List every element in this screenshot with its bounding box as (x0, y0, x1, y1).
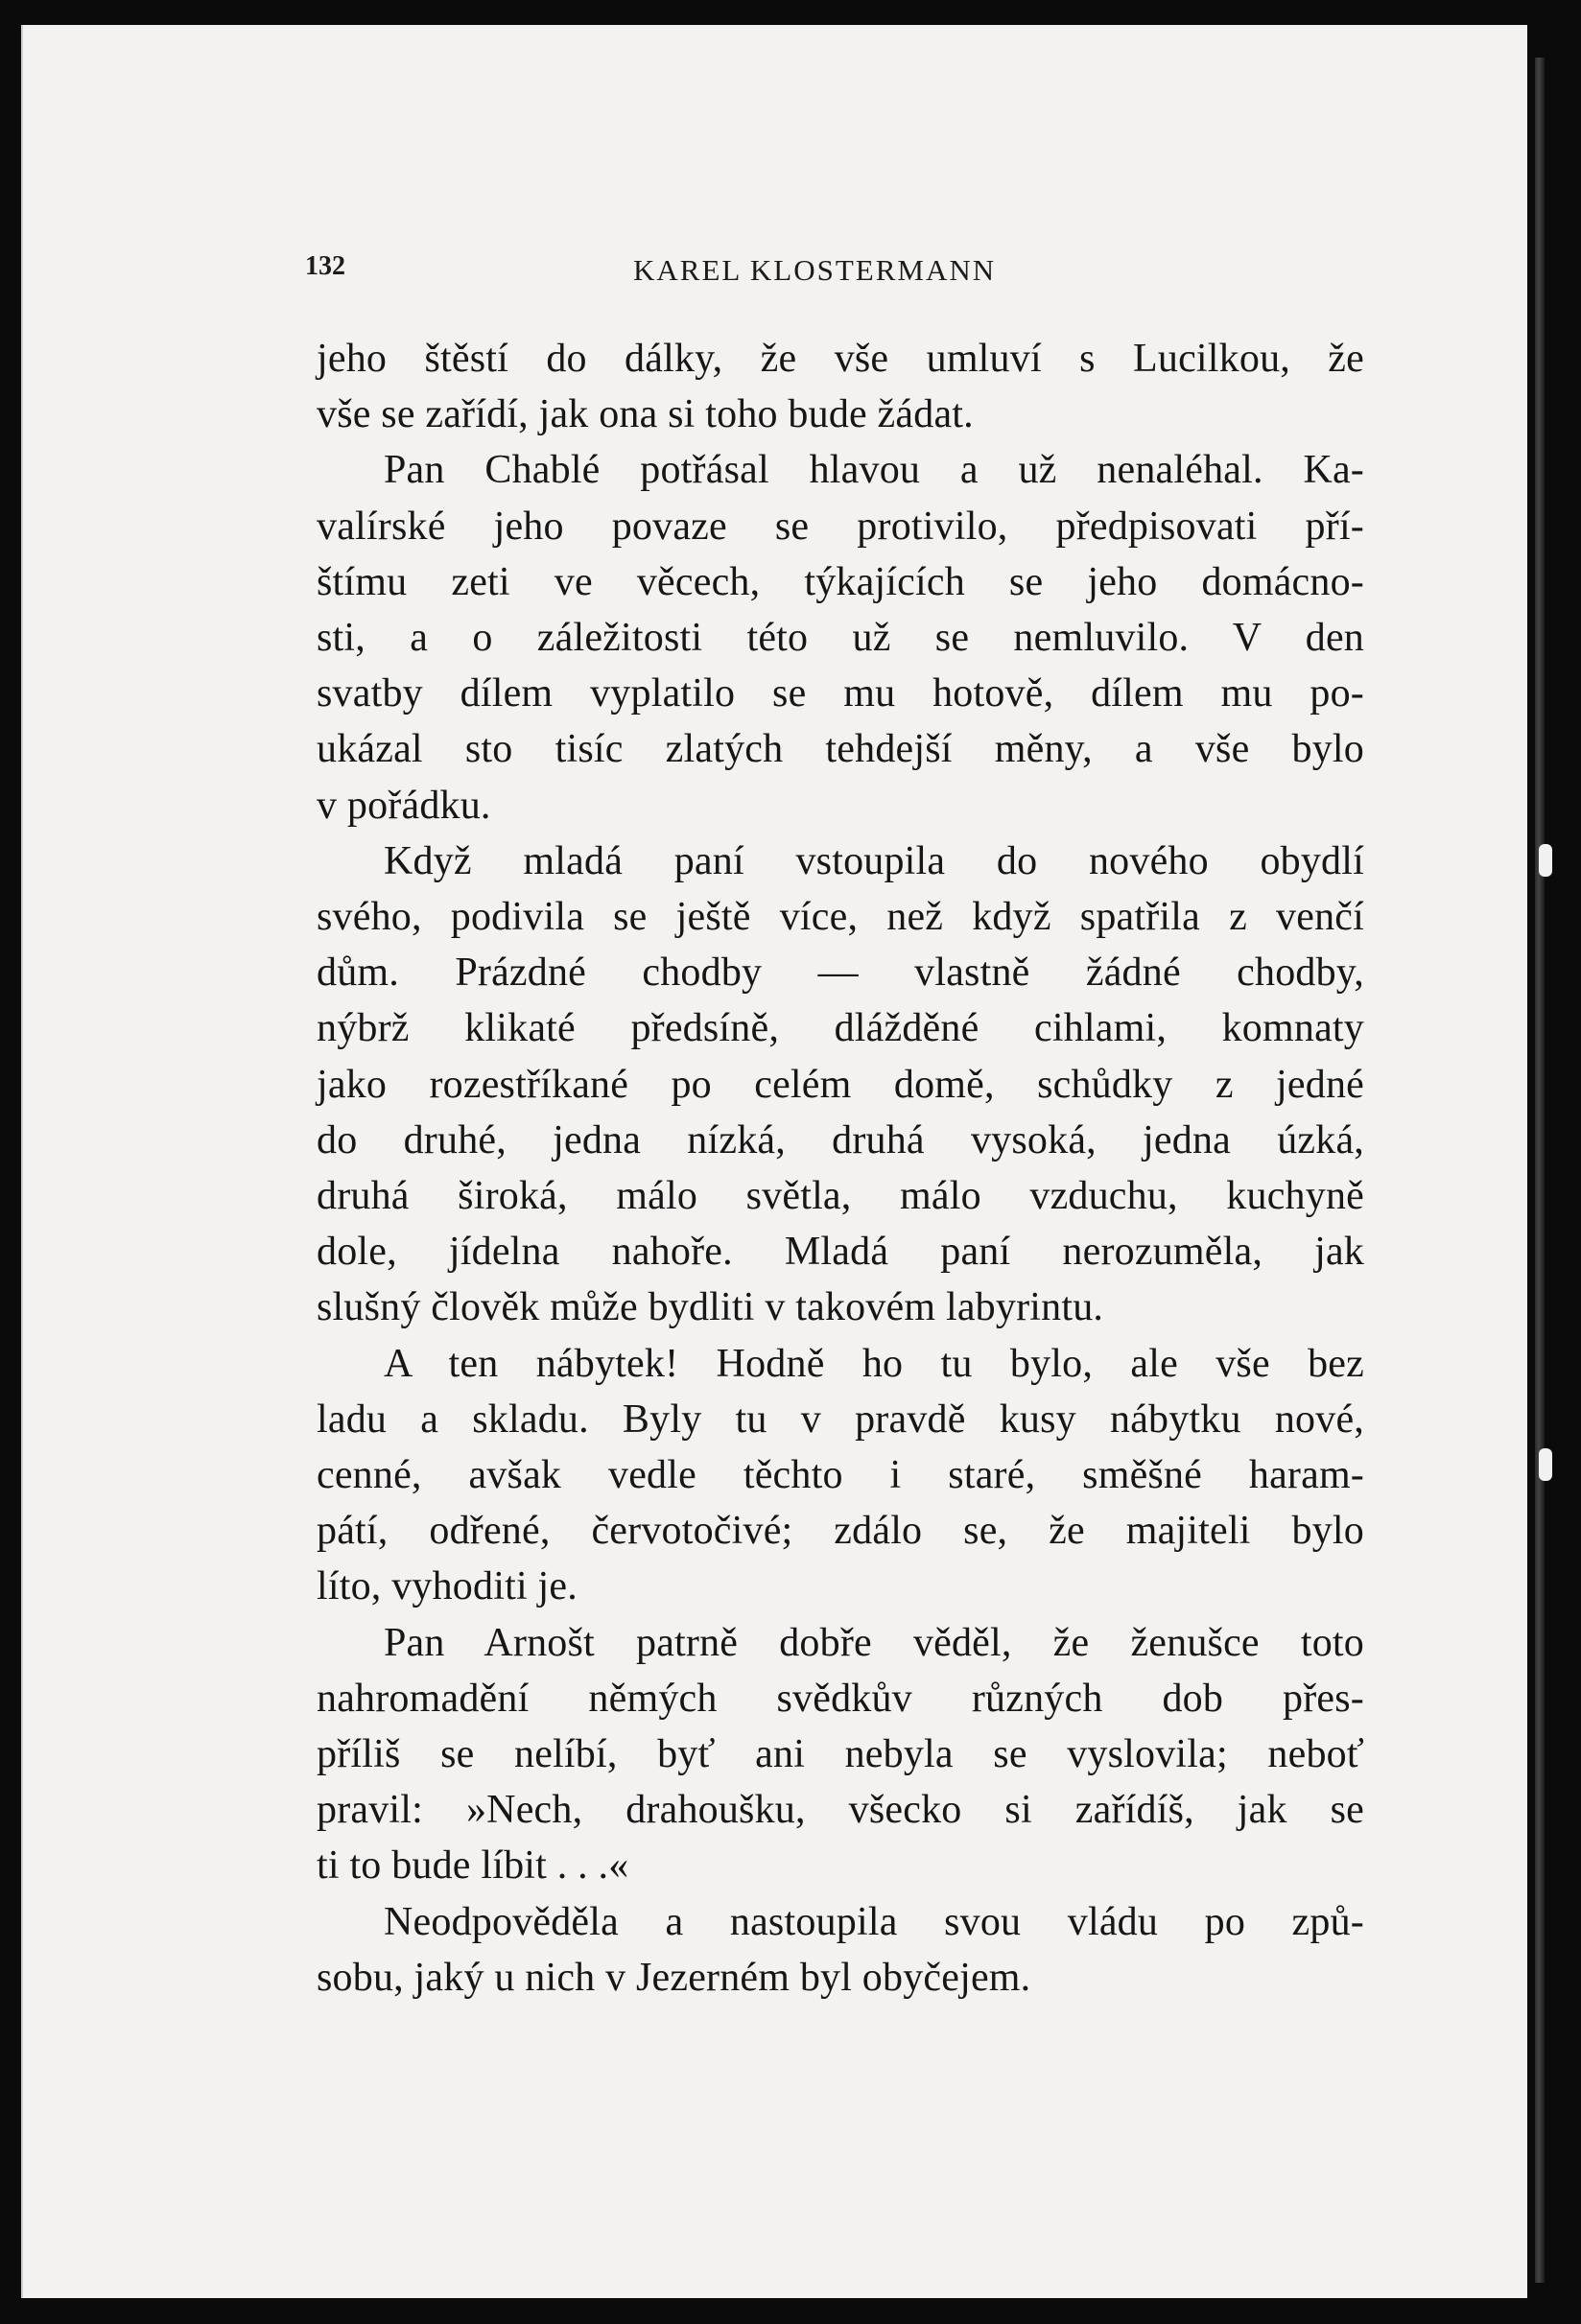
body-text (317, 331, 1364, 2006)
page-number: 132 (305, 251, 345, 281)
text-line: svého, podivila se ještě více, než když spatřila z venčí (317, 895, 1364, 940)
scan-artifact (1539, 844, 1552, 877)
text-line: Neodpověděla a nastoupila svou vládu po způ- (384, 1899, 1364, 1944)
text-line: sobu, jaký u nich v Jezerném byl obyčejem. (317, 1955, 1031, 2000)
text-line: pátí, odřené, červotočivé; zdálo se, že majiteli bylo (317, 1509, 1364, 1554)
text-line: štímu zeti ve věcech, týkajících se jeho domácno- (317, 559, 1364, 604)
text-line: ukázal sto tisíc zlatých tehdejší měny, a vše bylo (317, 727, 1364, 772)
text-line: do druhé, jedna nízká, druhá vysoká, jedna úzká, (317, 1117, 1364, 1162)
text-line: Pan Arnošt patrně dobře věděl, že ženušce toto (384, 1620, 1364, 1665)
running-head: KAREL KLOSTERMANN (633, 253, 997, 287)
text-line: vše se zařídí, jak ona si toho bude žádat. (317, 392, 974, 437)
text-line: ti to bude líbit . . .« (317, 1843, 629, 1889)
text-line: pravil: »Nech, drahoušku, všecko si zařídíš, jak se (317, 1788, 1364, 1833)
text-line: příliš se nelíbí, byť ani nebyla se vyslovila; neboť (317, 1732, 1364, 1777)
scan-edge-shadow (1535, 58, 1545, 2283)
text-line: cenné, avšak vedle těchto i staré, směšné haram- (317, 1453, 1364, 1498)
text-line: líto, vyhoditi je. (317, 1564, 578, 1609)
text-line: nahromadění němých svědkův různých dob přes- (317, 1676, 1364, 1721)
text-line: slušný člověk může bydliti v takovém labyrintu. (317, 1285, 1104, 1330)
text-line: dole, jídelna nahoře. Mladá paní nerozuměla, jak (317, 1230, 1364, 1275)
text-line: valírské jeho povaze se protivilo, předpisovati pří- (317, 504, 1364, 549)
page-header (297, 247, 1372, 295)
text-line: svatby dílem vyplatilo se mu hotově, dílem mu po- (317, 671, 1364, 716)
text-line: nýbrž klikaté předsíně, dlážděné cihlami, komnaty (317, 1006, 1364, 1051)
text-line: A ten nábytek! Hodně ho tu bylo, ale vše bez (384, 1341, 1364, 1386)
text-line: Když mladá paní vstoupila do nového obydlí (384, 838, 1364, 883)
text-line: dům. Prázdné chodby — vlastně žádné chodby, (317, 951, 1364, 996)
text-line: jeho štěstí do dálky, že vše umluví s Lucilkou, že (317, 337, 1364, 381)
text-line: sti, a o záležitosti této už se nemluvilo. V den (317, 616, 1364, 661)
text-line: Pan Chablé potřásal hlavou a už nenaléhal. Ka- (384, 448, 1364, 493)
text-line: druhá široká, málo světla, málo vzduchu, kuchyně (317, 1174, 1364, 1219)
text-line: v pořádku. (317, 783, 491, 828)
scan-artifact (1539, 1448, 1552, 1481)
text-line: ladu a skladu. Byly tu v pravdě kusy nábytku nové, (317, 1397, 1364, 1442)
text-line: jako rozestříkané po celém domě, schůdky z jedné (317, 1062, 1364, 1107)
